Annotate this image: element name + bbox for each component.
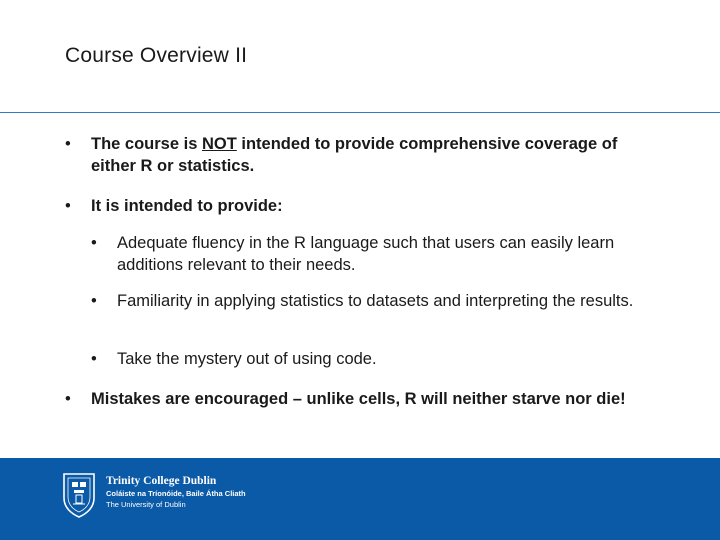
sub-bullet-text: Take the mystery out of using code. (117, 350, 377, 368)
bullet-glyph: • (91, 234, 97, 252)
bullet-mistakes-encouraged (65, 388, 705, 410)
logo-wordmark (106, 474, 246, 510)
logo-university: The University of Dublin (106, 500, 186, 509)
slide-title: Course Overview II (65, 44, 248, 67)
bullet-text (91, 133, 665, 177)
sub-bullet-text: Familiarity in applying statistics to datasets and interpreting the results. (117, 292, 634, 310)
bullet-text-part: The course is (91, 135, 202, 153)
bullet-glyph: • (65, 135, 71, 153)
logo-irish-name: Coláiste na Tríonóide, Baile Átha Cliath (106, 489, 246, 498)
bullet-not-comprehensive (65, 133, 665, 177)
sub-bullet-fluency (91, 232, 651, 276)
emphasis-not: NOT (201, 135, 237, 153)
bullet-glyph: • (91, 292, 97, 310)
title-divider (0, 112, 720, 113)
logo-name: Trinity College Dublin (106, 475, 217, 487)
sub-bullet-mystery (91, 348, 651, 370)
bullet-glyph: • (91, 350, 97, 368)
bullet-intended-to-provide (65, 195, 665, 217)
bullet-text-part: intended to provide comprehensive coverage of either R or statistics. (91, 135, 618, 175)
crest-icon (62, 472, 96, 518)
sub-bullet-text: Adequate fluency in the R language such that users can easily learn additions relevant to their needs. (117, 234, 615, 274)
bullet-text: Mistakes are encouraged – unlike cells, R will neither starve nor die! (91, 390, 626, 408)
trinity-college-logo (62, 472, 246, 520)
bullet-glyph: • (65, 390, 71, 408)
bullet-text: It is intended to provide: (91, 197, 283, 215)
sub-bullet-familiarity (91, 290, 651, 312)
bullet-glyph: • (65, 197, 71, 215)
